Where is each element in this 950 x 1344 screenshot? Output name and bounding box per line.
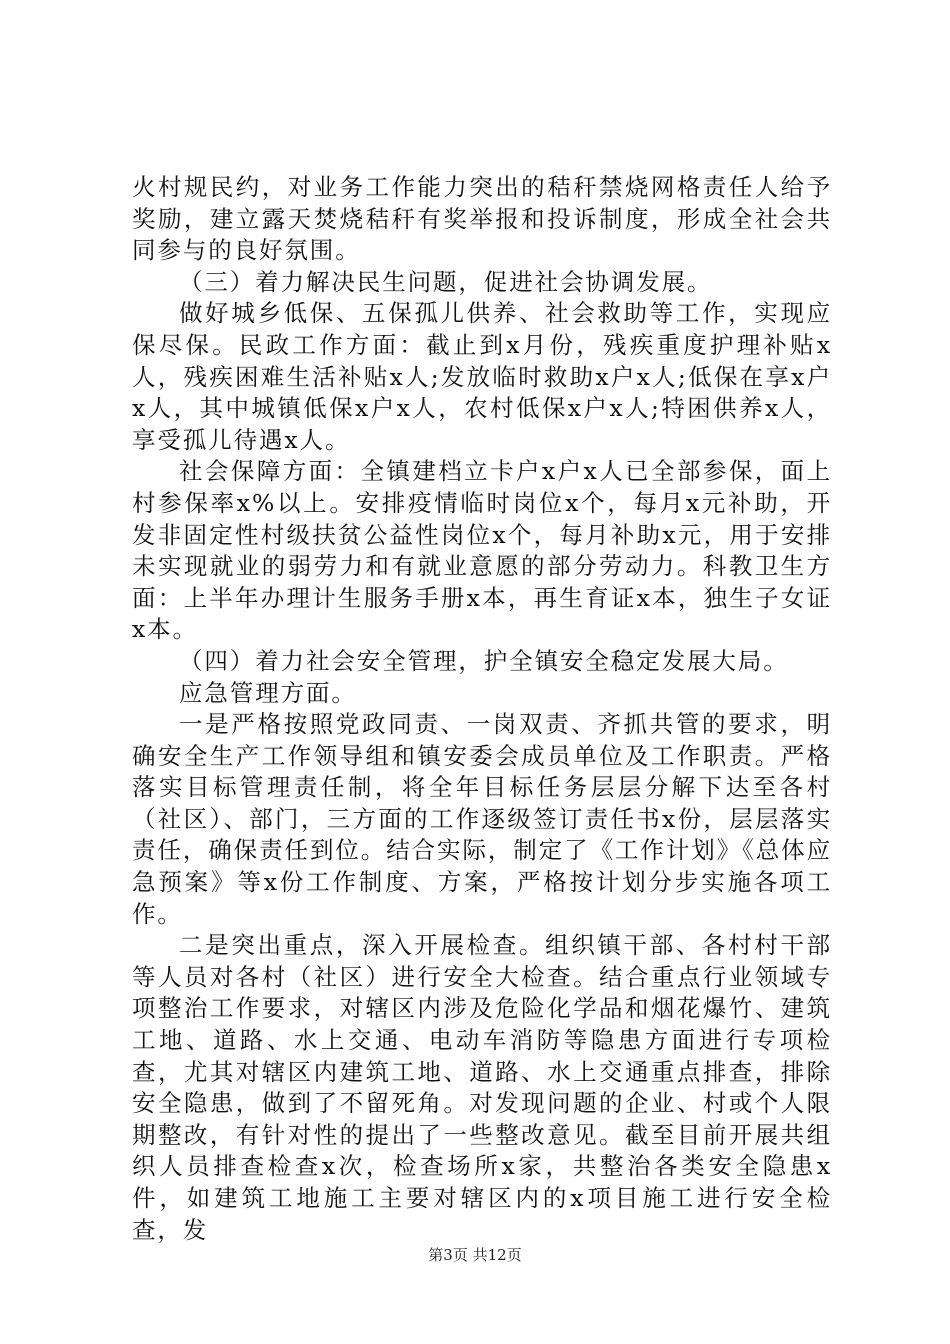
paragraph-civil-affairs: 做好城乡低保、五保孤儿供养、社会救助等工作，实现应保尽保。民政工作方面：截止到x月份，残疾重度护理补贴x人，残疾困难生活补贴x人;发放临时救助x户x人;低保在享x户x人，其中城镇低保x户x人，农村低保x户x人;特困供养x人，享受孤儿待遇x人。 [132,299,832,454]
paragraph-social-security: 社会保障方面：全镇建档立卡户x户x人已全部参保，面上村参保率x%以上。安排疫情临时岗位x个，每月x元补助，开发非固定性村级扶贫公益性岗位x个，每月补助x元，用于安排未实现就业的弱劳力和有就业意愿的部分劳动力。科教卫生方面：上半年办理计生服务手册x本，再生育证x本，独生子女证x本。 [132,457,832,644]
paragraph-point-one: 一是严格按照党政同责、一岗双责、齐抓共管的要求，明确安全生产工作领导组和镇安委会成员单位及工作职责。严格落实目标管理责任制，将全年目标任务层层分解下达至各村（社区）、部门，三方面的工作逐级签订责任书x份，层层落实责任，确保责任到位。结合实际，制定了《工作计划》《总体应急预案》等x份工作制度、方案，严格按计划分步实施各项工作。 [132,710,832,928]
paragraph-point-two: 二是突出重点，深入开展检查。组织镇干部、各村村干部等人员对各村（社区）进行安全大检查。结合重点行业领域专项整治工作要求，对辖区内涉及危险化学品和烟花爆竹、建筑工地、道路、水上交通、电动车消防等隐患方面进行专项检查，尤其对辖区内建筑工地、道路、水上交通重点排查，排除安全隐患，做到了不留死角。对发现问题的企业、村或个人限期整改，有针对性的提出了一些整改意见。截至目前开展共组织人员排查检查x次，检查场所x家，共整治各类安全隐患x件，如建筑工地施工主要对辖区内的x项目施工进行安全检查，发 [132,931,832,1244]
paragraph-continuation: 火村规民约，对业务工作能力突出的秸秆禁烧网格责任人给予奖励，建立露天焚烧秸秆有奖举报和投诉制度，形成全社会共同参与的良好氛围。 [132,173,832,265]
document-body [132,172,832,1246]
section-heading-3: （三）着力解决民生问题，促进社会协调发展。 [179,267,713,296]
subheading-emergency-management: 应急管理方面。 [179,678,357,707]
section-heading-4: （四）着力社会安全管理，护全镇安全稳定发展大局。 [179,646,789,675]
page-footer: 第3页 共12页 [428,1246,522,1264]
